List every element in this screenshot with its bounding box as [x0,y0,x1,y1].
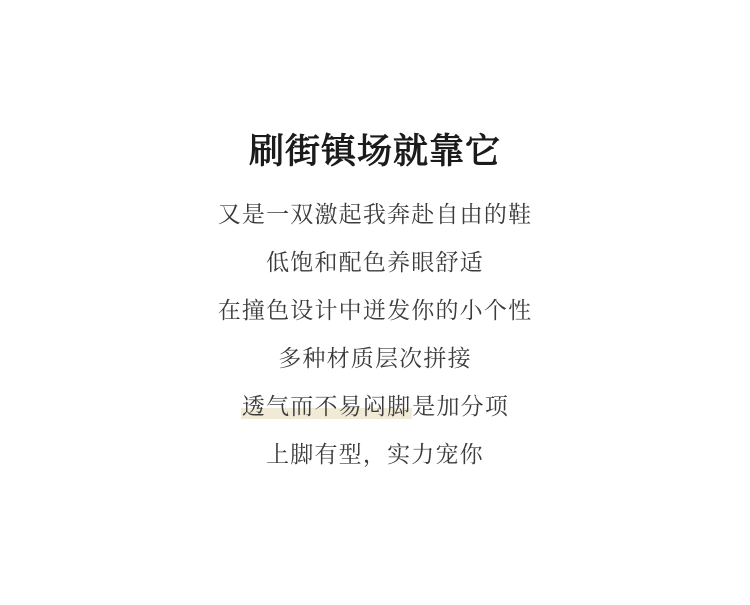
body-line-1: 又是一双激起我奔赴自由的鞋 [217,201,533,227]
body-line-2: 低饱和配色养眼舒适 [266,249,484,275]
highlighted-phrase: 透气而不易闷脚 [241,393,412,419]
page-title: 刷街镇场就靠它 [248,132,501,171]
body-copy-block [218,203,533,466]
body-line-5-tail: 是加分项 [412,393,510,419]
body-line-5 [241,395,509,418]
body-line-6: 上脚有型，实力宠你 [266,441,484,467]
body-line-3: 在撞色设计中迸发你的小个性 [217,297,533,323]
body-line-4: 多种材质层次拼接 [278,345,472,371]
